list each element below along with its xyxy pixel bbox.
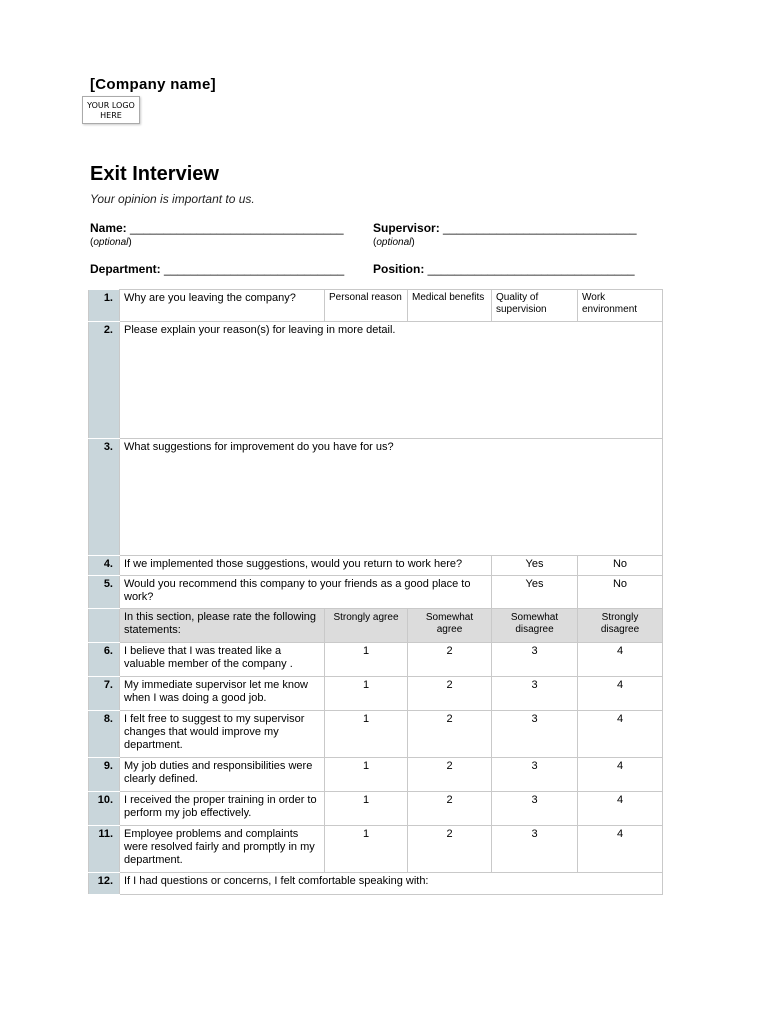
position-field[interactable]: [373, 262, 635, 276]
rating-option-3[interactable]: 3: [492, 643, 578, 677]
supervisor-line: _____________________________: [443, 221, 637, 235]
question-row-5: [89, 576, 663, 609]
question-number: 7.: [89, 677, 120, 711]
question-row-12: [89, 873, 663, 895]
question-number: 3.: [89, 439, 120, 556]
rating-option-1[interactable]: 1: [325, 711, 408, 758]
rating-row: [89, 758, 663, 792]
question-number: 9.: [89, 758, 120, 792]
statement-text: I received the proper training in order to perform my job effectively.: [120, 792, 325, 826]
rating-instructions: In this section, please rate the following statements:: [120, 609, 325, 643]
option-personal-reason[interactable]: Personal reason: [325, 290, 408, 322]
department-line: ___________________________: [164, 262, 345, 276]
rating-option-3[interactable]: 3: [492, 792, 578, 826]
rating-option-4[interactable]: 4: [578, 677, 663, 711]
question-row-2: [89, 322, 663, 439]
supervisor-label: Supervisor:: [373, 221, 440, 235]
rating-row: [89, 643, 663, 677]
rating-option-2[interactable]: 2: [408, 758, 492, 792]
rating-option-2[interactable]: 2: [408, 711, 492, 758]
question-row-4: [89, 556, 663, 576]
rating-option-1[interactable]: 1: [325, 643, 408, 677]
position-line: _______________________________: [427, 262, 635, 276]
rating-header-spacer: [89, 609, 120, 643]
rating-option-2[interactable]: 2: [408, 792, 492, 826]
question-number: 4.: [89, 556, 120, 576]
rating-option-4[interactable]: 4: [578, 826, 663, 873]
logo-placeholder: [82, 96, 140, 124]
question-row-3: [89, 439, 663, 556]
rating-option-3[interactable]: 3: [492, 826, 578, 873]
supervisor-optional-note: (optional): [373, 237, 415, 248]
col-strongly-disagree: Strongly disagree: [578, 609, 663, 643]
rating-option-3[interactable]: 3: [492, 711, 578, 758]
col-somewhat-agree: Somewhat agree: [408, 609, 492, 643]
rating-option-4[interactable]: 4: [578, 711, 663, 758]
rating-option-3[interactable]: 3: [492, 677, 578, 711]
yes-option[interactable]: Yes: [492, 556, 578, 576]
statement-text: I felt free to suggest to my supervisor changes that would improve my department.: [120, 711, 325, 758]
statement-text: Employee problems and complaints were resolved fairly and promptly in my department.: [120, 826, 325, 873]
name-optional-note: (optional): [90, 237, 132, 248]
suggestions-answer-area[interactable]: What suggestions for improvement do you have for us?: [120, 439, 663, 556]
statement-text: My job duties and responsibilities were clearly defined.: [120, 758, 325, 792]
rating-option-4[interactable]: 4: [578, 758, 663, 792]
logo-text-line1: YOUR LOGO: [87, 101, 135, 110]
question-number: 11.: [89, 826, 120, 873]
question-text: Would you recommend this company to your friends as a good place to work?: [120, 576, 492, 609]
question-number: 12.: [89, 873, 120, 895]
option-work-environment[interactable]: Work environment: [578, 290, 663, 322]
rating-option-3[interactable]: 3: [492, 758, 578, 792]
question-number: 1.: [89, 290, 120, 322]
rating-option-2[interactable]: 2: [408, 826, 492, 873]
rating-header-row: [89, 609, 663, 643]
name-line: ________________________________: [130, 221, 344, 235]
rating-option-1[interactable]: 1: [325, 758, 408, 792]
rating-row: [89, 711, 663, 758]
rating-row: [89, 792, 663, 826]
rating-row: [89, 826, 663, 873]
question-text: Why are you leaving the company?: [120, 290, 325, 322]
exit-interview-table: [88, 289, 663, 895]
rating-option-2[interactable]: 2: [408, 643, 492, 677]
question-number: 6.: [89, 643, 120, 677]
department-label: Department:: [90, 262, 161, 276]
question-text: If I had questions or concerns, I felt comfortable speaking with:: [120, 873, 663, 895]
question-row-1: [89, 290, 663, 322]
logo-text-line2: HERE: [100, 111, 122, 120]
name-field[interactable]: [90, 221, 344, 235]
no-option[interactable]: No: [578, 556, 663, 576]
rating-option-1[interactable]: 1: [325, 792, 408, 826]
option-quality-of-supervision[interactable]: Quality of supervision: [492, 290, 578, 322]
no-option[interactable]: No: [578, 576, 663, 609]
yes-option[interactable]: Yes: [492, 576, 578, 609]
option-medical-benefits[interactable]: Medical benefits: [408, 290, 492, 322]
reason-answer-area[interactable]: Please explain your reason(s) for leaving in more detail.: [120, 322, 663, 439]
rating-option-4[interactable]: 4: [578, 643, 663, 677]
rating-option-1[interactable]: 1: [325, 826, 408, 873]
position-label: Position:: [373, 262, 425, 276]
company-name: [Company name]: [90, 76, 216, 93]
supervisor-field[interactable]: [373, 221, 637, 235]
col-strongly-agree: Strongly agree: [325, 609, 408, 643]
question-text: If we implemented those suggestions, would you return to work here?: [120, 556, 492, 576]
rating-row: [89, 677, 663, 711]
statement-text: I believe that I was treated like a valuable member of the company .: [120, 643, 325, 677]
rating-option-1[interactable]: 1: [325, 677, 408, 711]
page-subtitle: Your opinion is important to us.: [90, 192, 255, 206]
page-title: Exit Interview: [90, 163, 219, 185]
question-number: 5.: [89, 576, 120, 609]
rating-option-2[interactable]: 2: [408, 677, 492, 711]
col-somewhat-disagree: Somewhat disagree: [492, 609, 578, 643]
question-number: 8.: [89, 711, 120, 758]
rating-option-4[interactable]: 4: [578, 792, 663, 826]
department-field[interactable]: [90, 262, 344, 276]
statement-text: My immediate supervisor let me know when I was doing a good job.: [120, 677, 325, 711]
question-number: 2.: [89, 322, 120, 439]
name-label: Name:: [90, 221, 127, 235]
question-number: 10.: [89, 792, 120, 826]
